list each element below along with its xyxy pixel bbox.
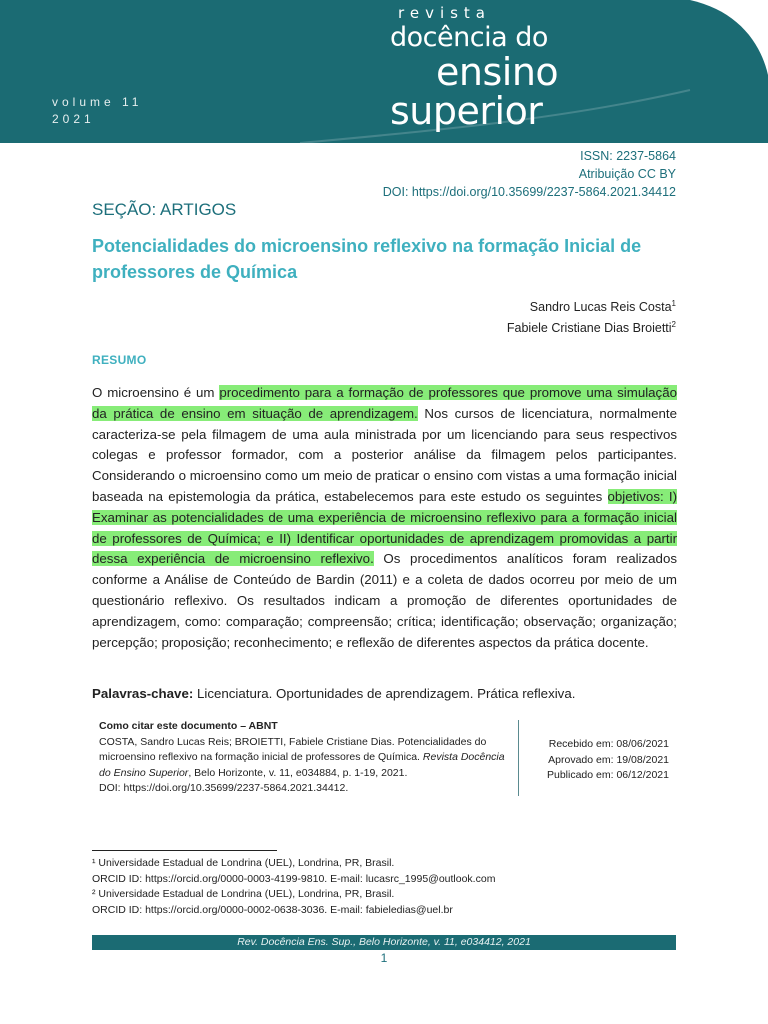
footnote-2: ² Universidade Estadual de Londrina (UEL), Londrina, PR, Brasil.: [92, 888, 395, 900]
abstract-text: O microensino é um: [92, 385, 220, 400]
date-received: Recebido em: 08/06/2021: [548, 738, 669, 750]
running-footer: Rev. Docência Ens. Sup., Belo Horizonte, v. 11, e034412, 2021: [92, 935, 676, 950]
date-approved: Aprovado em: 19/08/2021: [548, 753, 669, 766]
keywords: [92, 684, 677, 704]
citation-heading: Como citar este documento – ABNT: [99, 720, 278, 732]
abstract-body: [92, 383, 677, 653]
footnotes: [92, 856, 677, 918]
citation-box: [99, 719, 519, 797]
publication-dates: [524, 737, 669, 784]
section-label: SEÇÃO: ARTIGOS: [92, 200, 237, 219]
logo-line-3: superior: [390, 89, 543, 133]
footnote-rule: [92, 850, 277, 851]
volume-label: volume 11: [52, 95, 143, 109]
journal-logo: [390, 4, 558, 131]
citation-journal: Revista Docência do Ensino Superior: [99, 751, 505, 779]
keywords-label: Palavras-chave:: [92, 686, 194, 701]
footnote-1: ¹ Universidade Estadual de Londrina (UEL), Londrina, PR, Brasil.: [92, 857, 395, 869]
abstract-text: Nos cursos de licenciatura, normalmente caracteriza-se pela filmagem de uma aula ministrada por um licenciando para seus respectivos colegas e professor formador, com a posterior análise da filmagem pelos participantes. Considerando o microensino como um meio de praticar o ensino com vistas a uma formação inicial baseada na epistemologia da prática, estabelecemos para este estudo os seguintes: [92, 405, 677, 504]
volume-year: 2021: [52, 112, 95, 126]
citation-doi[interactable]: DOI: https://doi.org/10.35699/2237-5864.2021.34412.: [99, 782, 349, 794]
author-footnote-mark[interactable]: 2: [671, 320, 676, 330]
abstract-highlight: objetivos: I) Examinar as potencialidades de uma experiência de microensino reflexivo para a formação inicial de professores de Química; e II) Identificar oportunidades de aprendizagem promovidas a partir dessa experiência de microensino reflexivo.: [92, 488, 677, 567]
issn: ISSN: 2237-5864: [580, 149, 676, 163]
abstract-heading: RESUMO: [92, 353, 147, 367]
abstract-text: Os procedimentos analíticos foram realizados conforme a Análise de Conteúdo de Bardin (2011) e a coleta de dados ocorreu por meio de um questionário reflexivo. Os resultados indicam a promoção de diferentes oportunidades de aprendizagem, como: comparação; compreensão; crítica; identificação; observação; organização; percepção; proposição; reconhecimento; e reflexão de diferentes aspectos da prática docente.: [92, 551, 677, 650]
license: Atribuição CC BY: [578, 167, 676, 181]
logo-line-1: docência do: [390, 22, 548, 53]
logo-line-2: ensino: [436, 50, 559, 94]
author-name: Fabiele Cristiane Dias Broietti: [506, 321, 672, 336]
footnote-1-orcid[interactable]: ORCID ID: https://orcid.org/0000-0003-4199-9810. E-mail: lucasrc_1995@outlook.com: [92, 872, 496, 885]
author-2: [507, 316, 676, 337]
author-1: [507, 295, 676, 316]
footnote-2-orcid[interactable]: ORCID ID: https://orcid.org/0000-0002-0638-3036. E-mail: fabieledias@uel.br: [92, 903, 453, 916]
citation-divider: [518, 720, 519, 796]
citation-text: COSTA, Sandro Lucas Reis; BROIETTI, Fabiele Cristiane Dias. Potencialidades do microensino reflexivo na formação inicial de professores de Química. Revista Docência do Ensino Superior, Belo Horizonte, v. 11, e034884, p. 1-19, 2021.: [99, 735, 505, 779]
journal-header-banner: [0, 0, 768, 143]
article-meta: [383, 147, 676, 201]
volume-info: [52, 94, 142, 128]
abstract-highlight: procedimento para a formação de professores que promove uma simulação da prática de ensino em situação de aprendizagem.: [92, 385, 677, 421]
date-published: Publicado em: 06/12/2021: [546, 769, 669, 781]
doi-link[interactable]: DOI: https://doi.org/10.35699/2237-5864.2021.34412: [382, 185, 676, 199]
article-title: Potencialidades do microensino reflexivo na formação Inicial de professores de Química: [92, 236, 642, 282]
logo-kicker: revista: [398, 4, 491, 22]
author-list: [507, 295, 676, 337]
keywords-text: Licenciatura. Oportunidades de aprendizagem. Prática reflexiva.: [193, 686, 576, 701]
author-footnote-mark[interactable]: 1: [671, 299, 676, 308]
page-number: 1: [380, 951, 388, 965]
author-name: Sandro Lucas Reis Costa: [529, 300, 672, 315]
